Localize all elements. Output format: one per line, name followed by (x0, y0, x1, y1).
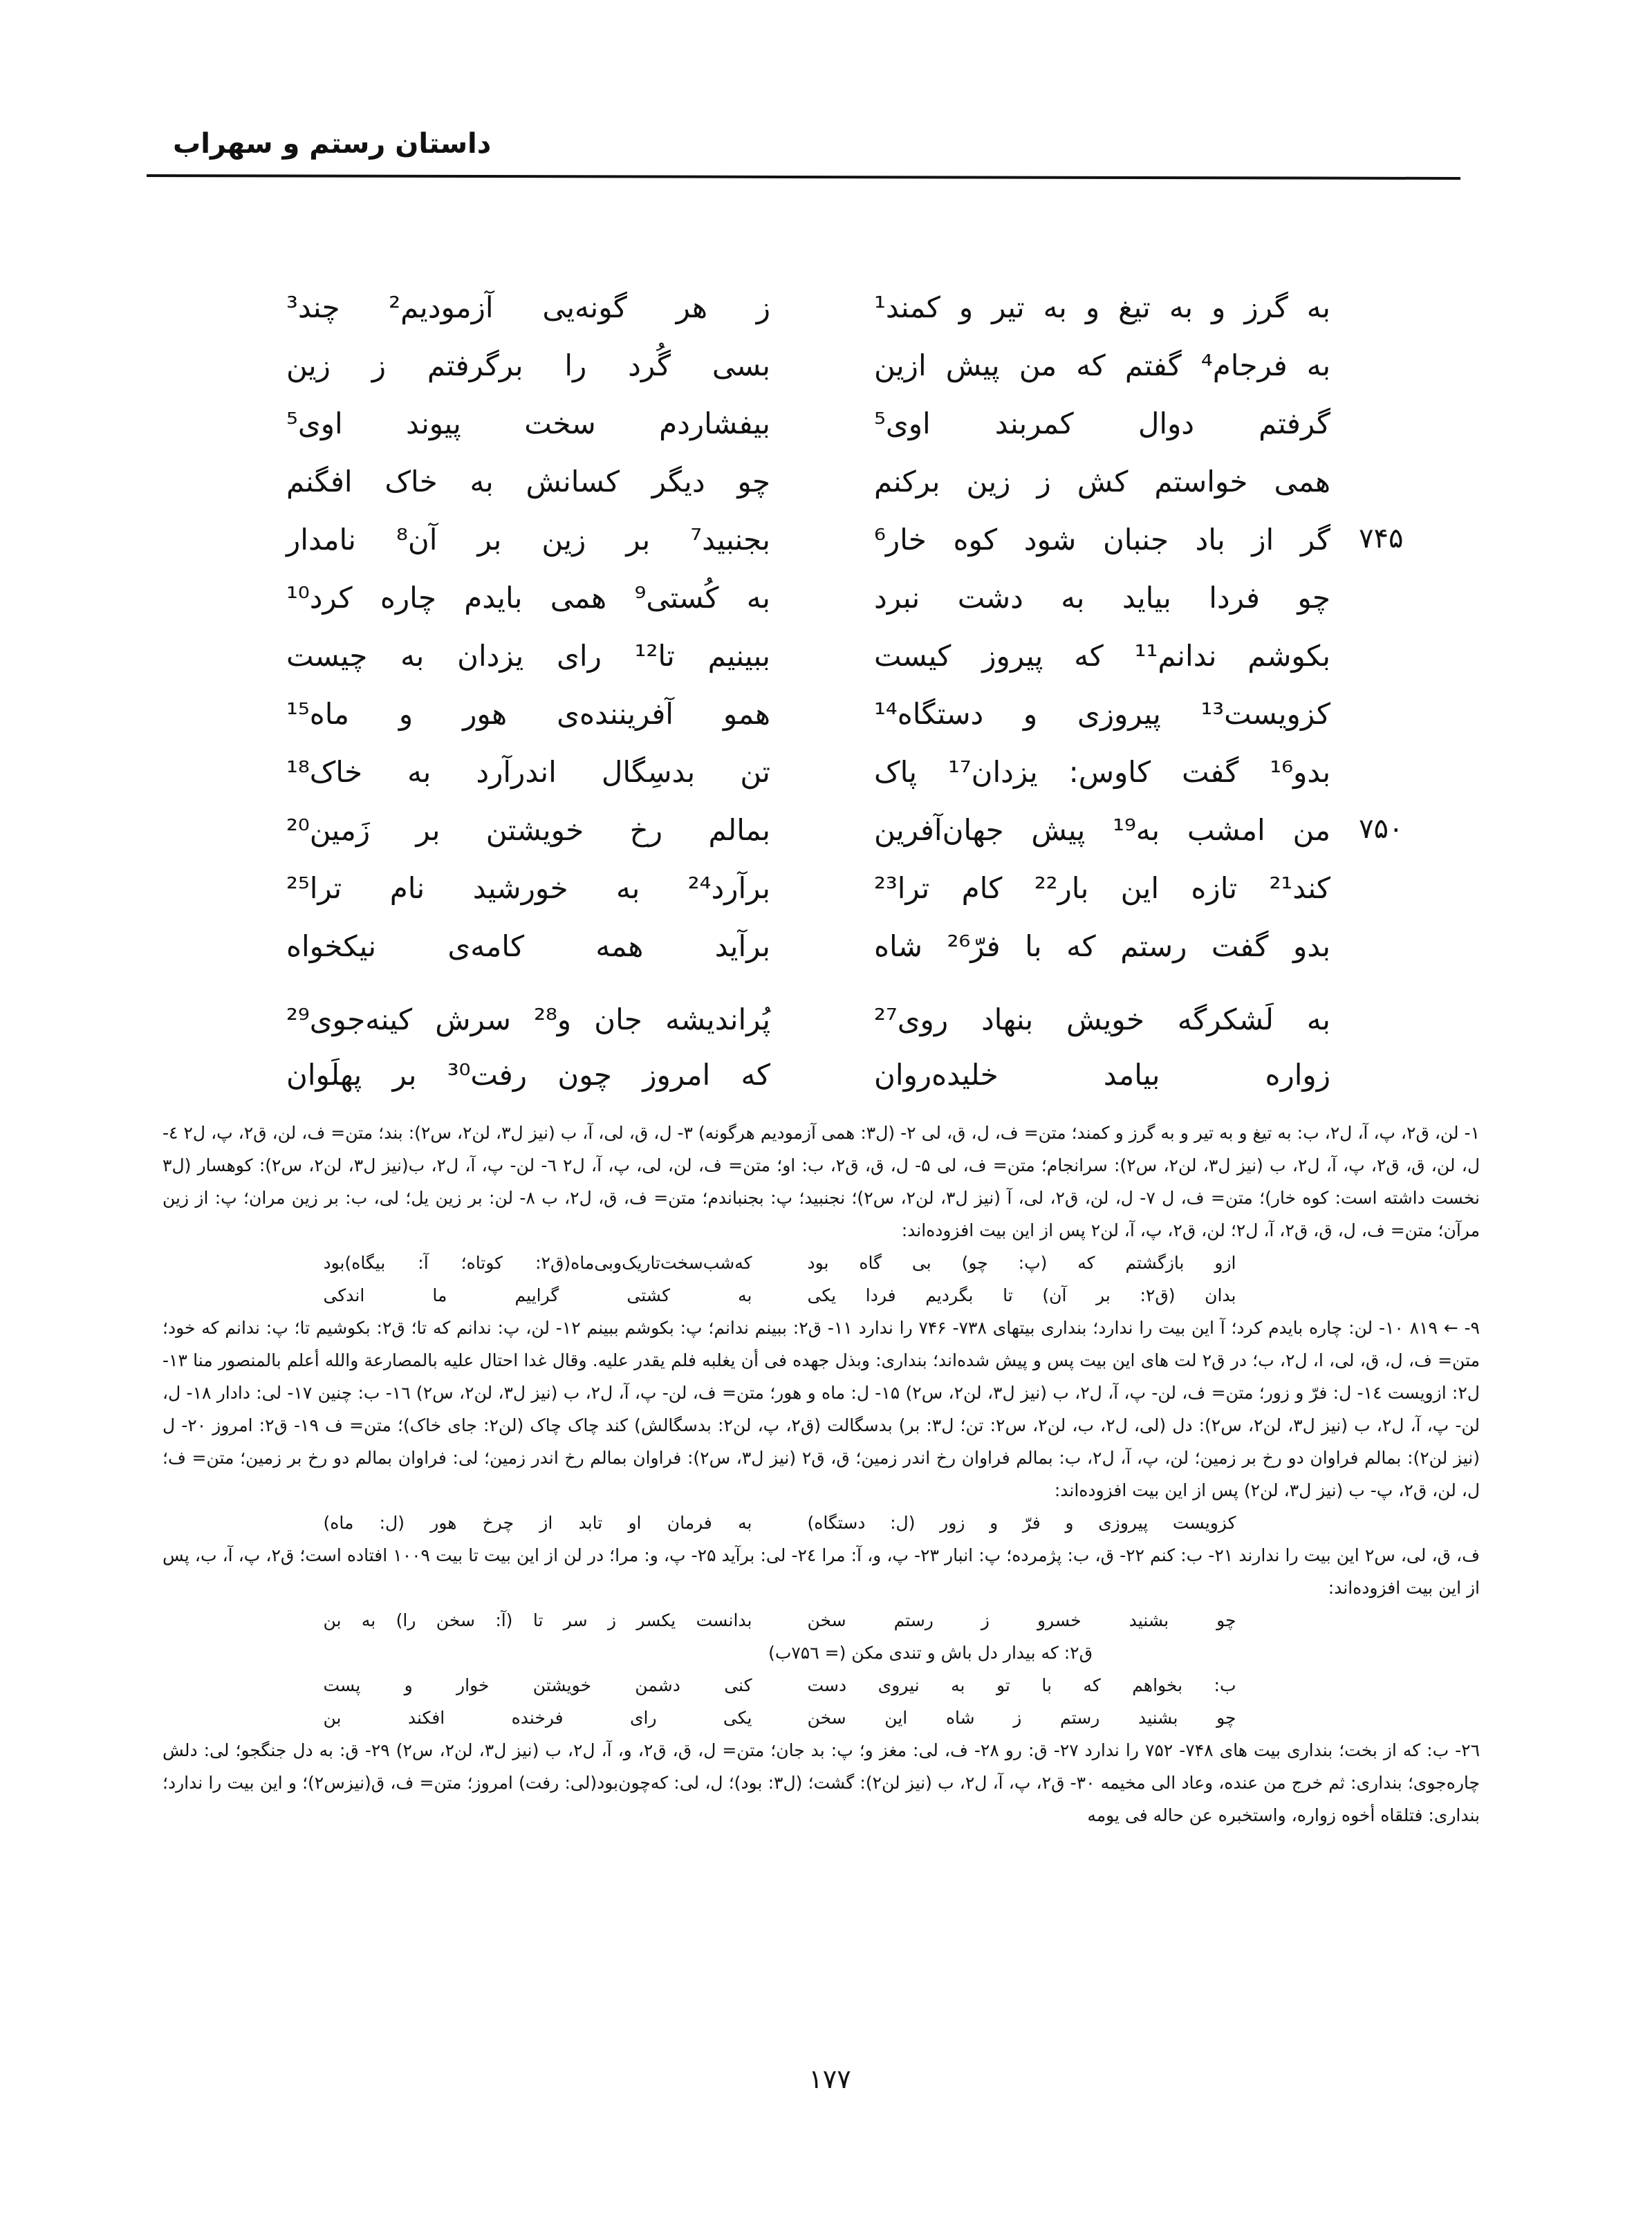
header-rule (147, 174, 1460, 180)
hemistich-right: زواره بیامد خلیده‌روان (874, 1058, 1330, 1092)
hemistich-left: همو آفریننده‌ی هور و ماه¹⁵ (286, 697, 770, 731)
footnote-paragraph: ۲٦- ب: که از بخت؛ بنداری بیت های ۷۴۸- ۷۵۲ را ندارد ۲۷- ق: رو ۲۸- ف، لی: مغز و؛ پ: بد جان؛ متن= ل، ق، ق۲، و، آ، ل۲، ب (نیز ل۳، لن۲، س۲) ۲۹- ق: به دل جنگجو؛ لی: دلش چاره‌جوی؛ بنداری: ثم خرج من عنده، وعاد الی مخیمه ۳۰- ق۲، پ، آ، ل۲، ب (نیز لن۲): گشت؛ (ل۳: بود)؛ ل، لی: که‌چون‌بود(لی: رفت) امروز؛ متن= ف، ق(نیزس۲)؛ و این بیت را ندارد؛ بنداری: فتلقاه أخوه زواره، واستخبره عن حاله فی یومه (163, 1740, 1481, 1825)
bayt (0, 407, 1652, 455)
added-hemistich-left: که‌شب‌سخت‌تاریک‌وبی‌ماه(ق۲: کوتاه؛ آ: بیگاه)بود (323, 1253, 752, 1273)
bayt (0, 929, 1652, 978)
added-hemistich-right: چو بشنید خسرو ز رستم سخن (807, 1610, 1236, 1630)
running-title: داستان رستم و سهراب (173, 128, 492, 160)
bayt (0, 813, 1652, 861)
hemistich-left: پُراندیشه جان و²⁸ سرش کینه‌جوی²⁹ (286, 1003, 771, 1036)
added-hemistich-right: ازو بازگشتم که (پ: چو) بی گاه بود (807, 1253, 1236, 1273)
bayt (0, 1003, 1652, 1051)
added-hemistich-left: یکی رای فرخنده افکند بن (323, 1708, 752, 1728)
hemistich-left: ببینیم تا¹² رای یزدان به چیست (286, 639, 770, 673)
hemistich-right: کند²¹ تازه این بار²² کام ترا²³ (874, 871, 1330, 905)
page-number: ۱۷۷ (808, 2064, 851, 2094)
hemistich-left: به کُستی⁹ همی بایدم چاره کرد¹⁰ (286, 581, 771, 615)
bayt (0, 348, 1652, 397)
added-hemistich-left: به فرمان او تابد از چرخ هور (ل: ماه) (323, 1513, 752, 1533)
hemistich-right: بکوشم ندانم¹¹ که پیروز کیست (874, 639, 1330, 673)
added-verse (163, 1669, 1480, 1702)
footnote-paragraph: ۹- ← ۸۱۹ ۱۰- لن: چاره بایدم کرد؛ آ این بیت را ندارد؛ بنداری بیتهای ۷۳۸- ۷۴۶ را ندارد ۱۱- ق۲: ببینم ندانم؛ پ: بکوشم ببینم ۱۲- لن، پ: ندانم که تا؛ ق۲: بکوشیم تا؛ پ: ندانم که خود؛ متن= ف، ل، ق، لی، ا، ل۲، ب؛ در ق۲ لت های این بیت پس و پیش شده‌اند؛ بنداری: وبذل جهده فی أن یغلبه فلم یقدر علیه. وقال غدا احتال علیه بالمصارعة والله أعلم بالمنصور منا ۱۳- ل۲: ازویست ۱٤- ل: فرّ و زور؛ متن= ف، لن- پ، آ، ل۲، ب (نیز ل۳، لن۲، س۲) ۱۵- ل: ماه و هور؛ متن= ف، لن- پ، آ، ل۲، ب (نیز ل۳، لن۲، س۲) ۱٦- ب: چنین ۱۷- لی: دادار ۱۸- ل، لن- پ، آ، ل۲، ب (نیز ل۳، لن۲، س۲): دل (لی، ل۲، ب، لن۲، س۲: تن؛ ل۳: بر) بدسگالت (ق۲، پ، لن۲: بدسگالش) کند چاک چاک (لن۲: جای خاک)؛ متن= ف ۱۹- ق۲: امروز ۲۰- ل (نیز لن۲): بمالم فراوان دو رخ بر زمین؛ لن، پ، آ، ل۲، ب: بمالم فراوان رخ اندر زمین؛ ق، ق۲ (نیز ل۳، س۲): فراوان بمالم رخ اندر زمین؛ لی: فراوان بمالم دو رخ بر زمین؛ متن= ف؛ ل، لن، ق۲، پ- ب (نیز ل۳، لن۲) پس از این بیت افزوده‌اند: (163, 1318, 1481, 1500)
added-verse (163, 1279, 1480, 1312)
hemistich-right: بدو گفت رستم که با فرّ²⁶ شاه (874, 929, 1331, 963)
verse-number: ۷۴۵ (1359, 523, 1404, 555)
hemistich-right: به فرجام⁴ گفتم که من پیش ازین (874, 348, 1331, 382)
bayt (0, 523, 1652, 571)
hemistich-right: بدو¹⁶ گفت کاوس: یزدان¹⁷ پاک (874, 755, 1331, 789)
footnotes (163, 1117, 1480, 1832)
bayt (0, 1058, 1652, 1106)
added-hemistich-right: ب: بخواهم که با تو به نیروی دست (807, 1675, 1236, 1695)
added-hemistich-right: کزویست پیروزی و فرّ و زور (ل: دستگاه) (807, 1513, 1236, 1533)
hemistich-left: برآید همه کامه‌ی نیکخواه (286, 929, 770, 963)
running-head (173, 128, 1445, 169)
bayt (0, 581, 1652, 629)
hemistich-right: همی خواستم کش ز زین برکنم (874, 465, 1330, 499)
hemistich-right: چو فردا بیاید به دشت نبرد (874, 581, 1330, 615)
hemistich-right: به گرز و به تیغ و به تیر و کمند¹ (874, 290, 1330, 324)
added-verse-note: ق۲: که بیدار دل باش و تندی مکن (= ۷۵٦ب) (768, 1643, 1093, 1663)
added-hemistich-left: کنی دشمن خویشتن خوار و پست (323, 1675, 752, 1695)
hemistich-left: بسی گُرد را برگرفتم ز زین (286, 348, 770, 382)
verse-number: ۷۵۰ (1359, 813, 1404, 845)
hemistich-right: گرفتم دوال کمربند اوی⁵ (874, 407, 1330, 440)
added-hemistich-left: بدانست یکسر ز سر تا (آ: سخن را) به بن (323, 1610, 752, 1630)
hemistich-left: که امروز چون رفت³⁰ بر پهلَوان (286, 1058, 770, 1092)
added-verse (163, 1604, 1480, 1637)
bayt (0, 697, 1652, 745)
hemistich-left: چو دیگر کسانش به خاک افگنم (286, 465, 770, 499)
hemistich-right: به لَشکرگه خویش بنهاد روی²⁷ (874, 1003, 1330, 1036)
hemistich-right: من امشب به¹⁹ پیش جهان‌آفرین (874, 813, 1330, 847)
hemistich-left: تن بدسِگال اندرآرد به خاک¹⁸ (286, 755, 770, 789)
hemistich-left: ز هر گونه‌یی آزمودیم² چند³ (286, 290, 770, 324)
added-verse (163, 1507, 1480, 1539)
added-hemistich-left: به کشتی گراییم ما اندکی (323, 1285, 752, 1305)
hemistich-left: برآرد²⁴ به خورشید نام ترا²⁵ (286, 871, 770, 905)
bayt (0, 871, 1652, 920)
footnote-paragraph: ف، ق، لی، س۲ این بیت را ندارند ۲۱- ب: کنم ۲۲- ق، ب: پژمرده؛ پ: انبار ۲۳- پ، و، آ: مرا ۲٤- لی: برآید ۲۵- پ، و: مرا؛ در لن از این بیت تا بیت ۱۰۰۹ افتاده است؛ ق۲، پ، آ، ب، پس از این بیت افزوده‌اند: (163, 1545, 1481, 1598)
bayt (0, 639, 1652, 687)
bayt (0, 290, 1652, 339)
bayt (0, 755, 1652, 803)
added-hemistich-right: بدان (ق۲: بر آن) تا بگردیم فردا یکی (807, 1285, 1236, 1305)
hemistich-right: کزویست¹³ پیروزی و دستگاه¹⁴ (874, 697, 1330, 731)
hemistich-left: بیفشاردم سخت پیوند اوی⁵ (286, 407, 770, 440)
bayt (0, 465, 1652, 513)
added-verse (163, 1702, 1480, 1734)
hemistich-right: گر از باد جنبان شود کوه خار⁶ (874, 523, 1330, 557)
added-hemistich-right: چو بشنید رستم ز شاه این سخن (807, 1708, 1236, 1728)
footnote-paragraph: ۱- لن، ق۲، پ، آ، ل۲، ب: به تیغ و به تیر و به گرز و کمند؛ متن= ف، ل، ق، لی ۲- (ل۳: همی آزمودیم هرگونه) ۳- ل، ق، لی، آ، ب (نیز ل۳، لن۲، س۲): بند؛ متن= ف، لن، ق۲، پ، ل۲ ٤- ل، لن، ق، ق۲، پ، آ، ل۲، ب (نیز ل۳، لن۲، س۲): سرانجام؛ متن= ف، لی ۵- ل، ق، ق۲، ب: او؛ متن= ف، لن، لی، پ، آ، ل۲ ٦- لن- پ، آ، ل۲، ب(نیز ل۳، لن۲، س۲): کوهسار (ل۳ نخست داشته است: کوه خار)؛ متن= ف، ل ۷- ل، لن، ق۲، لی، آ (نیز ل۳، لن۲، س۲)؛ نجنبید؛ پ: بجنباندم؛ متن= ف، ق، ل۲، ب ۸- لن: بر زین یل؛ لی، ب: بر زین مران؛ پ: از زین مرآن؛ متن= ف، ل، ق، ق۲، آ، ل۲؛ لن، ق۲، پ، آ، لن۲ پس از این بیت افزوده‌اند: (163, 1123, 1480, 1240)
hemistich-left: بمالم رخ خویشتن بر زَمین²⁰ (286, 813, 770, 847)
hemistich-left: بجنبید⁷ بر زین بر آن⁸ نامدار (286, 523, 770, 557)
added-verse (163, 1247, 1480, 1279)
